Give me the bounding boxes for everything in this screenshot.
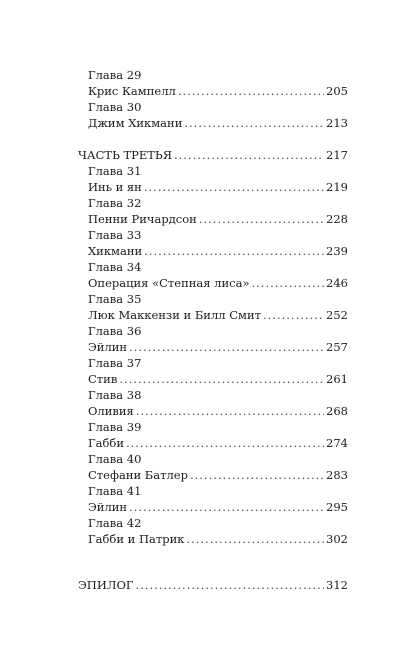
toc-entry[interactable] — [78, 339, 348, 355]
part-title: ЧАСТЬ ТРЕТЬЯ — [78, 148, 172, 162]
entry-title: Габби — [88, 436, 124, 450]
dot-leader — [126, 435, 324, 451]
toc-entry[interactable] — [78, 435, 348, 451]
entry-page: 302 — [326, 532, 348, 546]
entry-title: Стив — [88, 372, 118, 386]
entry-page: 219 — [326, 180, 348, 194]
table-of-contents — [78, 67, 348, 593]
entry-title: Габби и Патрик — [88, 532, 185, 546]
epilogue-heading[interactable] — [78, 577, 348, 593]
entry-page: 268 — [326, 404, 348, 418]
entry-page: 274 — [326, 436, 348, 450]
toc-entry[interactable] — [78, 371, 348, 387]
toc-entry[interactable] — [78, 243, 348, 259]
dot-leader — [136, 403, 324, 419]
entry-title: Операция «Степная лиса» — [88, 276, 250, 290]
toc-entry[interactable] — [78, 307, 348, 323]
entry-page: 239 — [326, 244, 348, 258]
entry-title: Люк Маккензи и Билл Смит — [88, 308, 261, 322]
entry-title: Крис Кампелл — [88, 84, 176, 98]
toc-entry[interactable] — [78, 499, 348, 515]
chapter-label: Глава 38 — [88, 388, 142, 402]
chapter-label: Глава 41 — [88, 484, 142, 498]
entry-title: Эйлин — [88, 500, 128, 514]
chapter-label: Глава 32 — [88, 196, 142, 210]
entry-page: 213 — [326, 116, 348, 130]
toc-entry[interactable] — [78, 467, 348, 483]
entry-page: 261 — [326, 372, 348, 386]
toc-entry[interactable] — [78, 275, 348, 291]
entry-page: 205 — [326, 84, 348, 98]
dot-leader — [178, 83, 324, 99]
dot-leader — [199, 211, 324, 227]
entry-title: Эйлин — [88, 340, 128, 354]
entry-title: Хикмани — [88, 244, 143, 258]
toc-entry[interactable] — [78, 83, 348, 99]
dot-leader — [129, 499, 324, 515]
entry-page: 246 — [326, 276, 348, 290]
chapter-label: Глава 30 — [88, 100, 142, 114]
toc-entry[interactable] — [78, 403, 348, 419]
chapter-label: Глава 36 — [88, 324, 142, 338]
entry-page: 283 — [326, 468, 348, 482]
entry-title: Оливия — [88, 404, 134, 418]
dot-leader — [136, 577, 325, 593]
dot-leader — [144, 243, 324, 259]
chapter-label: Глава 29 — [88, 68, 142, 82]
toc-entry[interactable] — [78, 531, 348, 547]
entry-title: Пенни Ричардсон — [88, 212, 197, 226]
chapter-label: Глава 34 — [88, 260, 142, 274]
dot-leader — [174, 147, 324, 163]
dot-leader — [184, 115, 324, 131]
chapter-label: Глава 40 — [88, 452, 142, 466]
dot-leader — [186, 531, 324, 547]
toc-entry[interactable] — [78, 115, 348, 131]
dot-leader — [263, 307, 324, 323]
entry-title: Джим Хикмани — [88, 116, 183, 130]
epilogue-title: ЭПИЛОГ — [78, 578, 134, 592]
chapter-label: Глава 35 — [88, 292, 142, 306]
dot-leader — [144, 179, 324, 195]
chapter-label: Глава 42 — [88, 516, 142, 530]
toc-entry[interactable] — [78, 211, 348, 227]
entry-page: 257 — [326, 340, 348, 354]
epilogue-page: 312 — [326, 578, 348, 592]
entry-title: Стефани Батлер — [88, 468, 188, 482]
part-page: 217 — [326, 148, 348, 162]
chapter-label: Глава 37 — [88, 356, 142, 370]
entry-page: 228 — [326, 212, 348, 226]
toc-entry[interactable] — [78, 179, 348, 195]
entry-page: 252 — [326, 308, 348, 322]
dot-leader — [119, 371, 324, 387]
dot-leader — [190, 467, 324, 483]
chapter-label: Глава 39 — [88, 420, 142, 434]
chapter-label: Глава 33 — [88, 228, 142, 242]
dot-leader — [129, 339, 324, 355]
chapter-label: Глава 31 — [88, 164, 142, 178]
dot-leader — [252, 275, 325, 291]
entry-page: 295 — [326, 500, 348, 514]
entry-title: Инь и ян — [88, 180, 142, 194]
part-heading[interactable] — [78, 147, 348, 163]
